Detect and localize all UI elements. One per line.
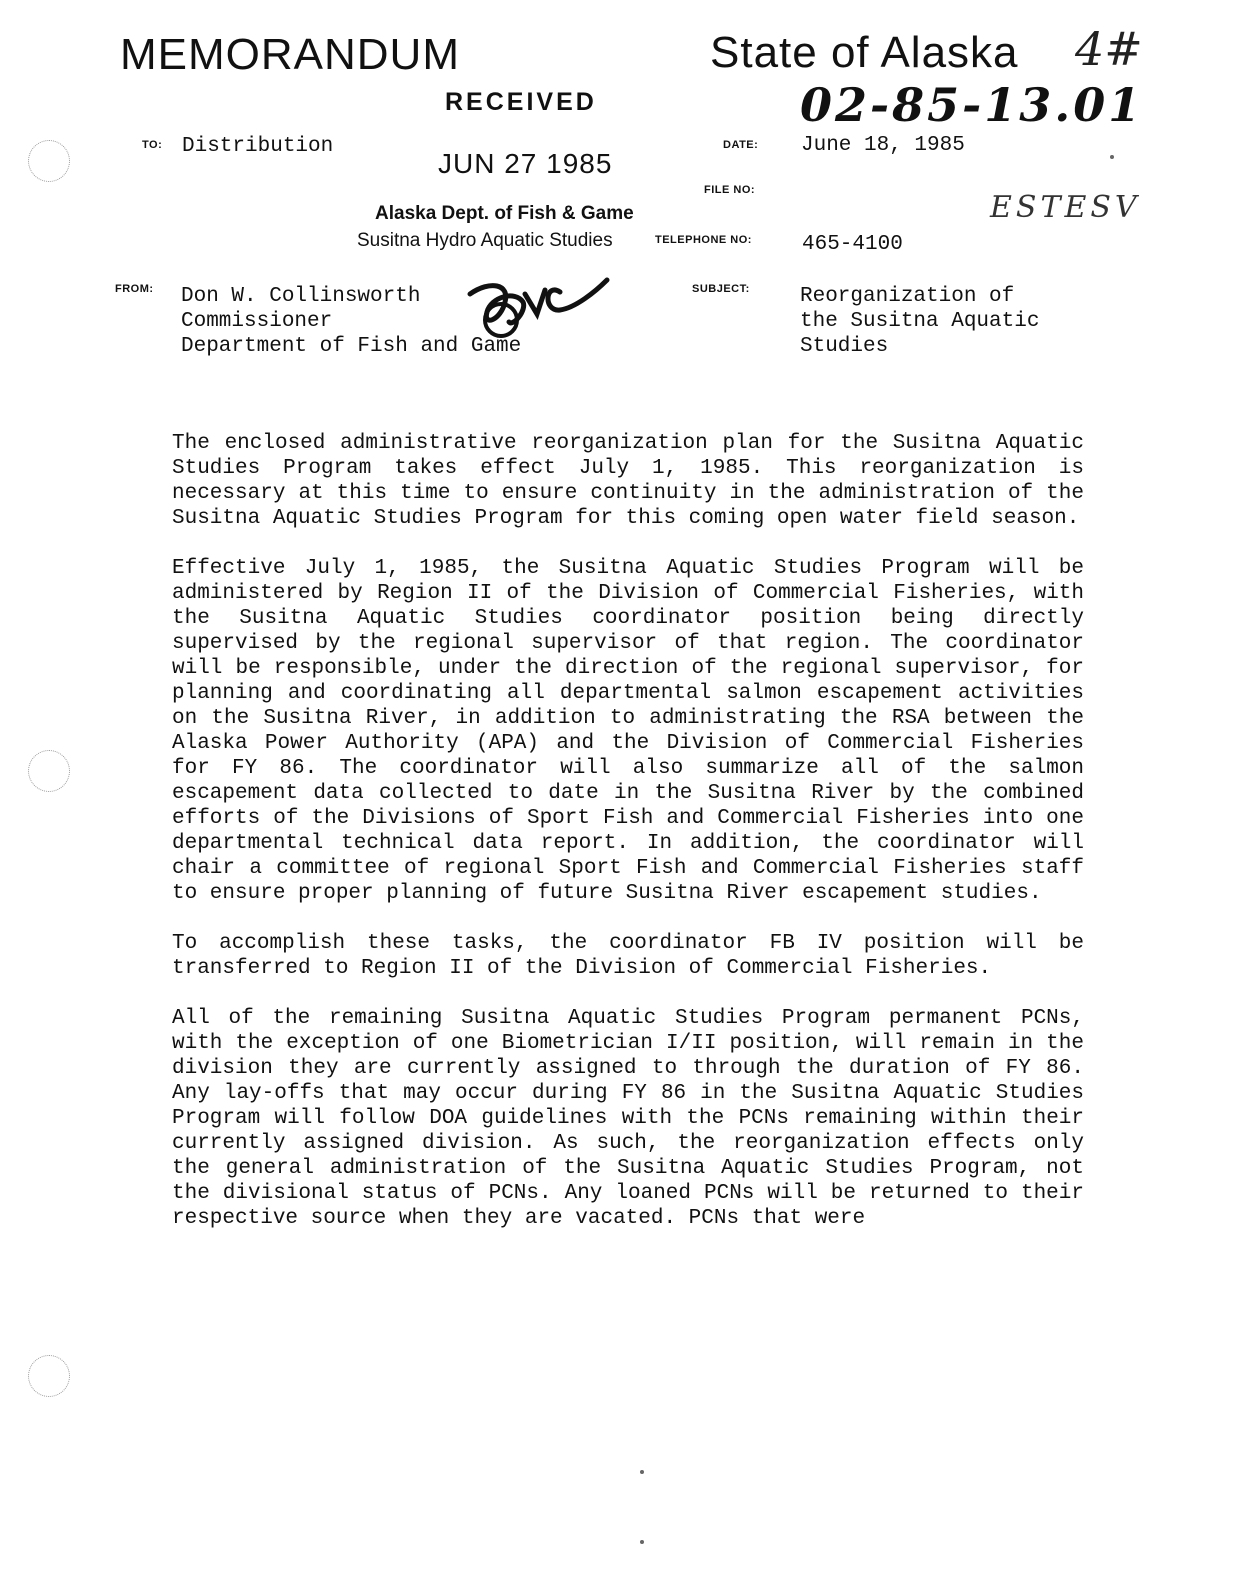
received-stamp-date: JUN 27 1985 (438, 148, 613, 179)
handwritten-file-code: 02-85-13.01 (800, 78, 1144, 132)
memorandum-title: MEMORANDUM (120, 30, 460, 79)
punch-hole-bottom (28, 1355, 70, 1397)
file-no-label: FILE NO: (704, 184, 756, 196)
paragraph-4: All of the remaining Susitna Aquatic Studies Program permanent PCNs, with the exception of one Biometrician I/II position, will remain in the division they are currently assigned to through the duration of FY 86. Any lay-offs that may occur during FY 86 in the Susitna Aquatic Studies Program will follow DOA guidelines with the PCNs remaining within their currently assigned division. As such, the reorganization effects only the general administration of the Susitna Aquatic Studies Program, not the divisional status of PCNs. Any loaned PCNs will be returned to their respective source when they are vacated. PCNs that were (172, 1007, 1084, 1230)
paragraph-2: Effective July 1, 1985, the Susitna Aquatic Studies Program will be administered by Region II of the Division of Commercial Fisheries, with the Susitna Aquatic Studies coordinator position being directly supervised by the regional supervisor of that region. The coordinator will be responsible, under the direction of the regional supervisor, for planning and coordinating all departmental salmon escapement activities on the Susitna River, in addition to administrating the RSA between the Alaska Power Authority (APA) and the Division of Commercial Fisheries for FY 86. The coordinator will also summarize all of the salmon escapement data collected to date in the Susitna River by the combined efforts of the Divisions of Sport Fish and Commercial Fisheries into one departmental technical data report. In addition, the coordinator will chair a committee of regional Sport Fish and Commercial Fisheries staff to ensure proper planning of future Susitna River escapement studies. (172, 557, 1084, 905)
from-label: FROM: (115, 283, 154, 295)
scan-mark (1110, 155, 1114, 159)
paragraph-1: The enclosed administrative reorganization plan for the Susitna Aquatic Studies Program takes effect July 1, 1985. This reorganization is necessary at this time to ensure continuity in the administration of the Susitna Aquatic Studies Program for this coming open water field season. (172, 432, 1084, 530)
telephone-value: 465-4100 (802, 233, 903, 256)
from-value: Don W. Collinsworth Commissioner Department of Fish and Game (181, 285, 522, 358)
date-value: June 18, 1985 (801, 134, 965, 157)
subject-value: Reorganization of the Susitna Aquatic Studies (800, 285, 1040, 358)
date-label: DATE: (723, 139, 759, 151)
state-title: State of Alaska (710, 28, 1019, 77)
paragraph-3: To accomplish these tasks, the coordinator FB IV position will be transferred to Region II of the Division of Commercial Fisheries. (172, 932, 1084, 980)
handwritten-code: 4# (1075, 22, 1143, 76)
received-stamp: RECEIVED (445, 88, 597, 116)
scan-mark (640, 1470, 644, 1474)
handwritten-initials: ESTESV (990, 190, 1141, 225)
subject-label: SUBJECT: (692, 283, 750, 295)
telephone-label: TELEPHONE NO: (655, 234, 752, 246)
memo-body (172, 431, 1084, 1256)
received-stamp-studies: Susitna Hydro Aquatic Studies (357, 230, 613, 251)
punch-hole-middle (28, 750, 70, 792)
punch-hole-top (28, 140, 70, 182)
received-stamp-dept: Alaska Dept. of Fish & Game (375, 203, 634, 224)
scan-mark (640, 1540, 644, 1544)
to-value: Distribution (182, 135, 334, 158)
signature (465, 272, 615, 342)
to-label: TO: (142, 139, 163, 151)
